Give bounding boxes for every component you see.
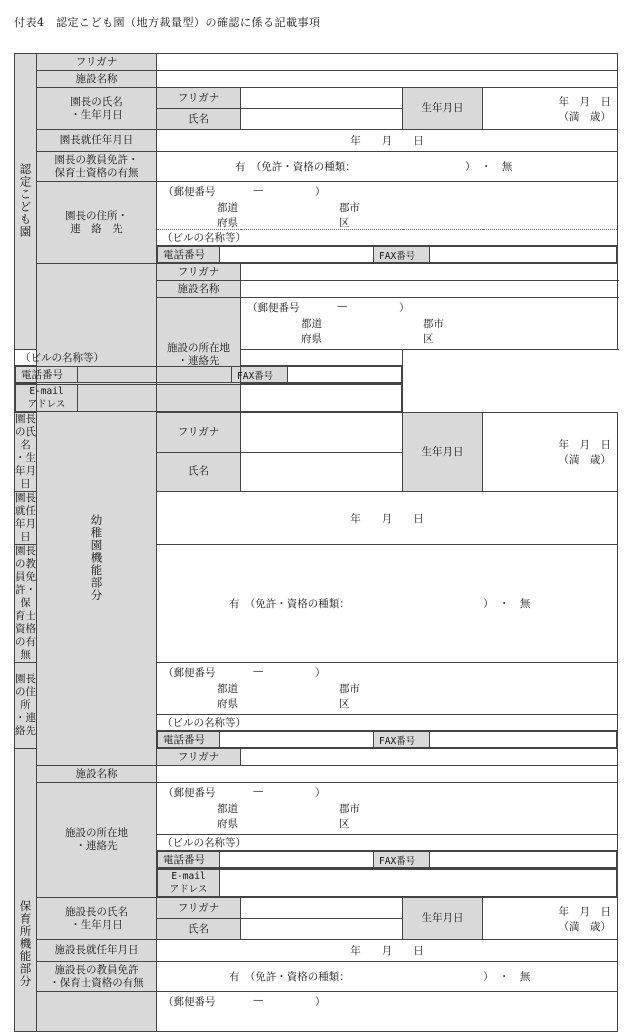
email-field[interactable] [78, 385, 402, 412]
head-address-label [37, 992, 157, 1032]
birth-label: 生年月日 [403, 88, 483, 130]
email-label: E-mail アドレス [16, 385, 78, 412]
address-field[interactable]: （郵便番号 — ） 都道 郡市 府県 区 [157, 663, 618, 715]
form-frame [14, 53, 617, 1008]
name-furigana-label: フリガナ [157, 88, 241, 109]
name-furigana-label: フリガナ [157, 898, 241, 919]
email-label: E-mail アドレス [158, 870, 220, 897]
email-row [15, 384, 403, 413]
birth-label: 生年月日 [403, 898, 483, 940]
name-furigana-field[interactable] [241, 88, 403, 109]
furigana-field[interactable] [241, 749, 618, 766]
fax-label: FAX番号 [374, 247, 430, 263]
building-field[interactable]: （ビルの名称等） [157, 715, 618, 731]
birth-field[interactable]: 年 月 日 （満 歳） [483, 413, 618, 492]
furigana-field[interactable] [241, 264, 618, 281]
address-field[interactable]: （郵便番号 — ） 都道 郡市 府県 区 [157, 182, 618, 230]
facility-address-label: 施設の所在地 ・連絡先 [157, 298, 241, 413]
building-field[interactable]: （ビルの名称等） [15, 350, 403, 366]
name-label: 氏名 [157, 452, 241, 492]
fax-label: FAX番号 [374, 732, 430, 748]
license-field[interactable]: 有 （免許・資格の種類： ） ・ 無 [157, 152, 618, 182]
appointment-field[interactable]: 年 月 日 [157, 130, 618, 152]
tel-label: 電話番号 [158, 732, 220, 748]
tel-field[interactable] [220, 247, 374, 263]
director-name-label: 園長の氏名 ・生年月日 [37, 88, 157, 130]
contact-row [157, 246, 618, 264]
name-label: 氏名 [157, 109, 241, 130]
email-row [157, 869, 618, 898]
contact-row [157, 731, 618, 749]
email-field[interactable] [220, 870, 617, 897]
tel-label: 電話番号 [158, 852, 220, 868]
facility-name-field[interactable] [241, 281, 618, 298]
building-field[interactable]: （ビルの名称等） [157, 230, 618, 246]
address-field[interactable]: （郵便番号 — ） 都道 郡市 府県 区 [157, 783, 618, 835]
facility-name-field[interactable] [157, 71, 618, 88]
name-field[interactable] [241, 452, 403, 492]
furigana-label: フリガナ [157, 264, 241, 281]
section-nintei: 認定こども園 [15, 54, 37, 350]
license-field[interactable]: 有 （免許・資格の種類： ） ・ 無 [157, 962, 618, 992]
license-label: 施設長の教員免許 ・保育士資格の有無 [37, 962, 157, 992]
license-label: 園長の教員免許・ 保育士資格の有無 [37, 152, 157, 182]
fax-field[interactable] [430, 732, 617, 748]
address-field[interactable]: （郵便番号 — ） [157, 992, 618, 1032]
license-label: 園長の教員免許・保 育士資格の有無 [15, 545, 36, 661]
appointment-label: 園長就任年月日 [37, 130, 157, 152]
form-table [14, 53, 618, 1032]
section-hoikusho: 保育所機能部分 [15, 749, 37, 1032]
section-yochien: 幼稚園機能部分 [37, 264, 157, 766]
tel-field[interactable] [220, 852, 374, 868]
facility-name-label: 施設名称 [37, 71, 157, 88]
tel-field[interactable] [220, 732, 374, 748]
fax-label: FAX番号 [374, 852, 430, 868]
furigana-field[interactable] [157, 54, 618, 71]
tel-label: 電話番号 [16, 367, 78, 383]
name-furigana-field[interactable] [241, 413, 403, 453]
appointment-label: 園長就任年月日 [15, 492, 36, 543]
license-field[interactable]: 有 （免許・資格の種類： ） ・ 無 [157, 545, 618, 663]
birth-field[interactable]: 年 月 日 （満 歳） [483, 88, 618, 130]
address-field[interactable]: （郵便番号 — ） 都道 郡市 府県 区 [241, 298, 618, 350]
director-address-label: 園長の住所・ 連 絡 先 [37, 182, 157, 264]
name-label: 氏名 [157, 919, 241, 940]
name-furigana-label: フリガナ [157, 413, 241, 453]
name-field[interactable] [241, 109, 403, 130]
appointment-field[interactable]: 年 月 日 [157, 940, 618, 962]
birth-field[interactable]: 年 月 日 （満 歳） [483, 898, 618, 940]
fax-label: FAX番号 [232, 367, 288, 383]
appointment-label: 施設長就任年月日 [37, 940, 157, 962]
fax-field[interactable] [430, 247, 617, 263]
facility-name-label: 施設名称 [157, 281, 241, 298]
furigana-label: フリガナ [157, 749, 241, 766]
name-field[interactable] [241, 919, 403, 940]
name-furigana-field[interactable] [241, 898, 403, 919]
fax-field[interactable] [288, 367, 402, 383]
appointment-field[interactable]: 年 月 日 [157, 492, 618, 545]
director-name-label: 園長の氏名 ・生年月日 [15, 413, 36, 490]
building-field[interactable]: （ビルの名称等） [157, 835, 618, 851]
director-address-label: 園長の住所 ・連絡先 [15, 663, 37, 749]
birth-label: 生年月日 [403, 413, 483, 492]
tel-field[interactable] [78, 367, 232, 383]
page-title: 付表4 認定こども園（地方裁量型）の確認に係る記載事項 [14, 16, 321, 29]
furigana-label: フリガナ [37, 54, 157, 71]
facility-address-label: 施設の所在地 ・連絡先 [37, 783, 157, 898]
facility-name-label: 施設名称 [37, 766, 157, 783]
contact-row [157, 851, 618, 869]
fax-field[interactable] [430, 852, 617, 868]
facility-name-field[interactable] [157, 766, 618, 783]
head-name-label: 施設長の氏名 ・生年月日 [37, 898, 157, 940]
contact-row [15, 366, 403, 384]
tel-label: 電話番号 [158, 247, 220, 263]
